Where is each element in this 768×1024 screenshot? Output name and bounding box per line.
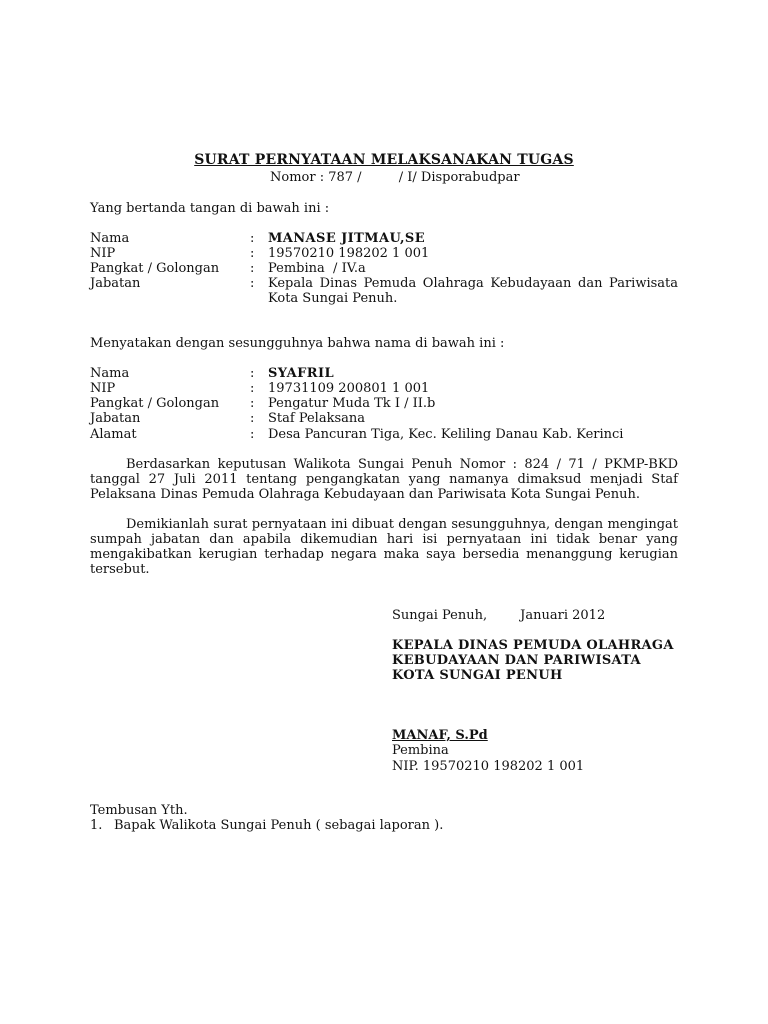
- signatory-nip: NIP. 19570210 198202 1 001: [392, 759, 585, 774]
- letter-number: Nomor : 787 / / I/ Disporabudpar: [270, 170, 520, 185]
- field-label: Jabatan: [90, 411, 141, 426]
- field-colon: :: [250, 261, 255, 276]
- body-paragraph-1: Berdasarkan keputusan Walikota Sungai Penuh Nomor : 824 / 71 / PKMP-BKD tanggal 27 Juli 2011 tentang pengangkatan yang namanya dimaksud menjadi Staf Pelaksana Dinas Pemuda Olahraga Kebudayaan dan Pariwisata Kota Sungai Penuh.: [90, 457, 678, 502]
- subject-nip-value: 19731109 200801 1 001: [268, 381, 430, 396]
- field-colon: :: [250, 427, 255, 442]
- field-colon: :: [250, 381, 255, 396]
- signature-office: [392, 638, 674, 683]
- field-label: Nama: [90, 366, 130, 381]
- field-label: Pangkat / Golongan: [90, 261, 220, 276]
- letter-title: SURAT PERNYATAAN MELAKSANAKAN TUGAS: [194, 152, 574, 168]
- cc-list-item: [90, 818, 443, 833]
- signer-position-value: Kepala Dinas Pemuda Olahraga Kebudayaan dan Pariwisata Kota Sungai Penuh.: [268, 276, 678, 306]
- field-colon: :: [250, 411, 255, 426]
- field-label: NIP: [90, 381, 116, 396]
- cc-item-number: 1.: [90, 818, 103, 833]
- field-colon: :: [250, 276, 255, 291]
- signer-nip-value: 19570210 198202 1 001: [268, 246, 430, 261]
- intro-text: Yang bertanda tangan di bawah ini :: [90, 201, 330, 216]
- field-label: Nama: [90, 231, 130, 246]
- field-label: Pangkat / Golongan: [90, 396, 220, 411]
- office-line: KOTA SUNGAI PENUH: [392, 668, 563, 683]
- body-paragraph-2: Demikianlah surat pernyataan ini dibuat dengan sesungguhnya, dengan mengingat sumpah jabatan dan apabila dikemudian hari isi pernyataan ini tidak benar yang mengakibatkan kerugian terhadap negara maka saya bersedia menanggung kerugian tersebut.: [90, 517, 678, 577]
- signer-rank-value: Pembina / IV.a: [268, 261, 366, 276]
- statement-text: Menyatakan dengan sesungguhnya bahwa nama di bawah ini :: [90, 336, 505, 351]
- signatory-name: MANAF, S.Pd: [392, 728, 488, 743]
- field-colon: :: [250, 246, 255, 261]
- subject-address-value: Desa Pancuran Tiga, Kec. Keliling Danau Kab. Kerinci: [268, 427, 624, 442]
- field-label: Alamat: [90, 427, 137, 442]
- subject-position-value: Staf Pelaksana: [268, 411, 366, 426]
- office-line: KEPALA DINAS PEMUDA OLAHRAGA: [392, 638, 674, 653]
- signatory-rank: Pembina: [392, 743, 449, 758]
- field-colon: :: [250, 231, 255, 246]
- field-label: Jabatan: [90, 276, 141, 291]
- signature-place-date: Sungai Penuh, Januari 2012: [392, 608, 606, 623]
- office-line: KEBUDAYAAN DAN PARIWISATA: [392, 653, 641, 668]
- subject-rank-value: Pengatur Muda Tk I / II.b: [268, 396, 436, 411]
- cc-item-text: Bapak Walikota Sungai Penuh ( sebagai laporan ).: [114, 818, 444, 833]
- cc-heading: Tembusan Yth.: [90, 803, 188, 818]
- subject-name-value: SYAFRIL: [268, 366, 334, 381]
- field-label: NIP: [90, 246, 116, 261]
- signer-name-value: MANASE JITMAU,SE: [268, 231, 426, 246]
- field-colon: :: [250, 366, 255, 381]
- field-colon: :: [250, 396, 255, 411]
